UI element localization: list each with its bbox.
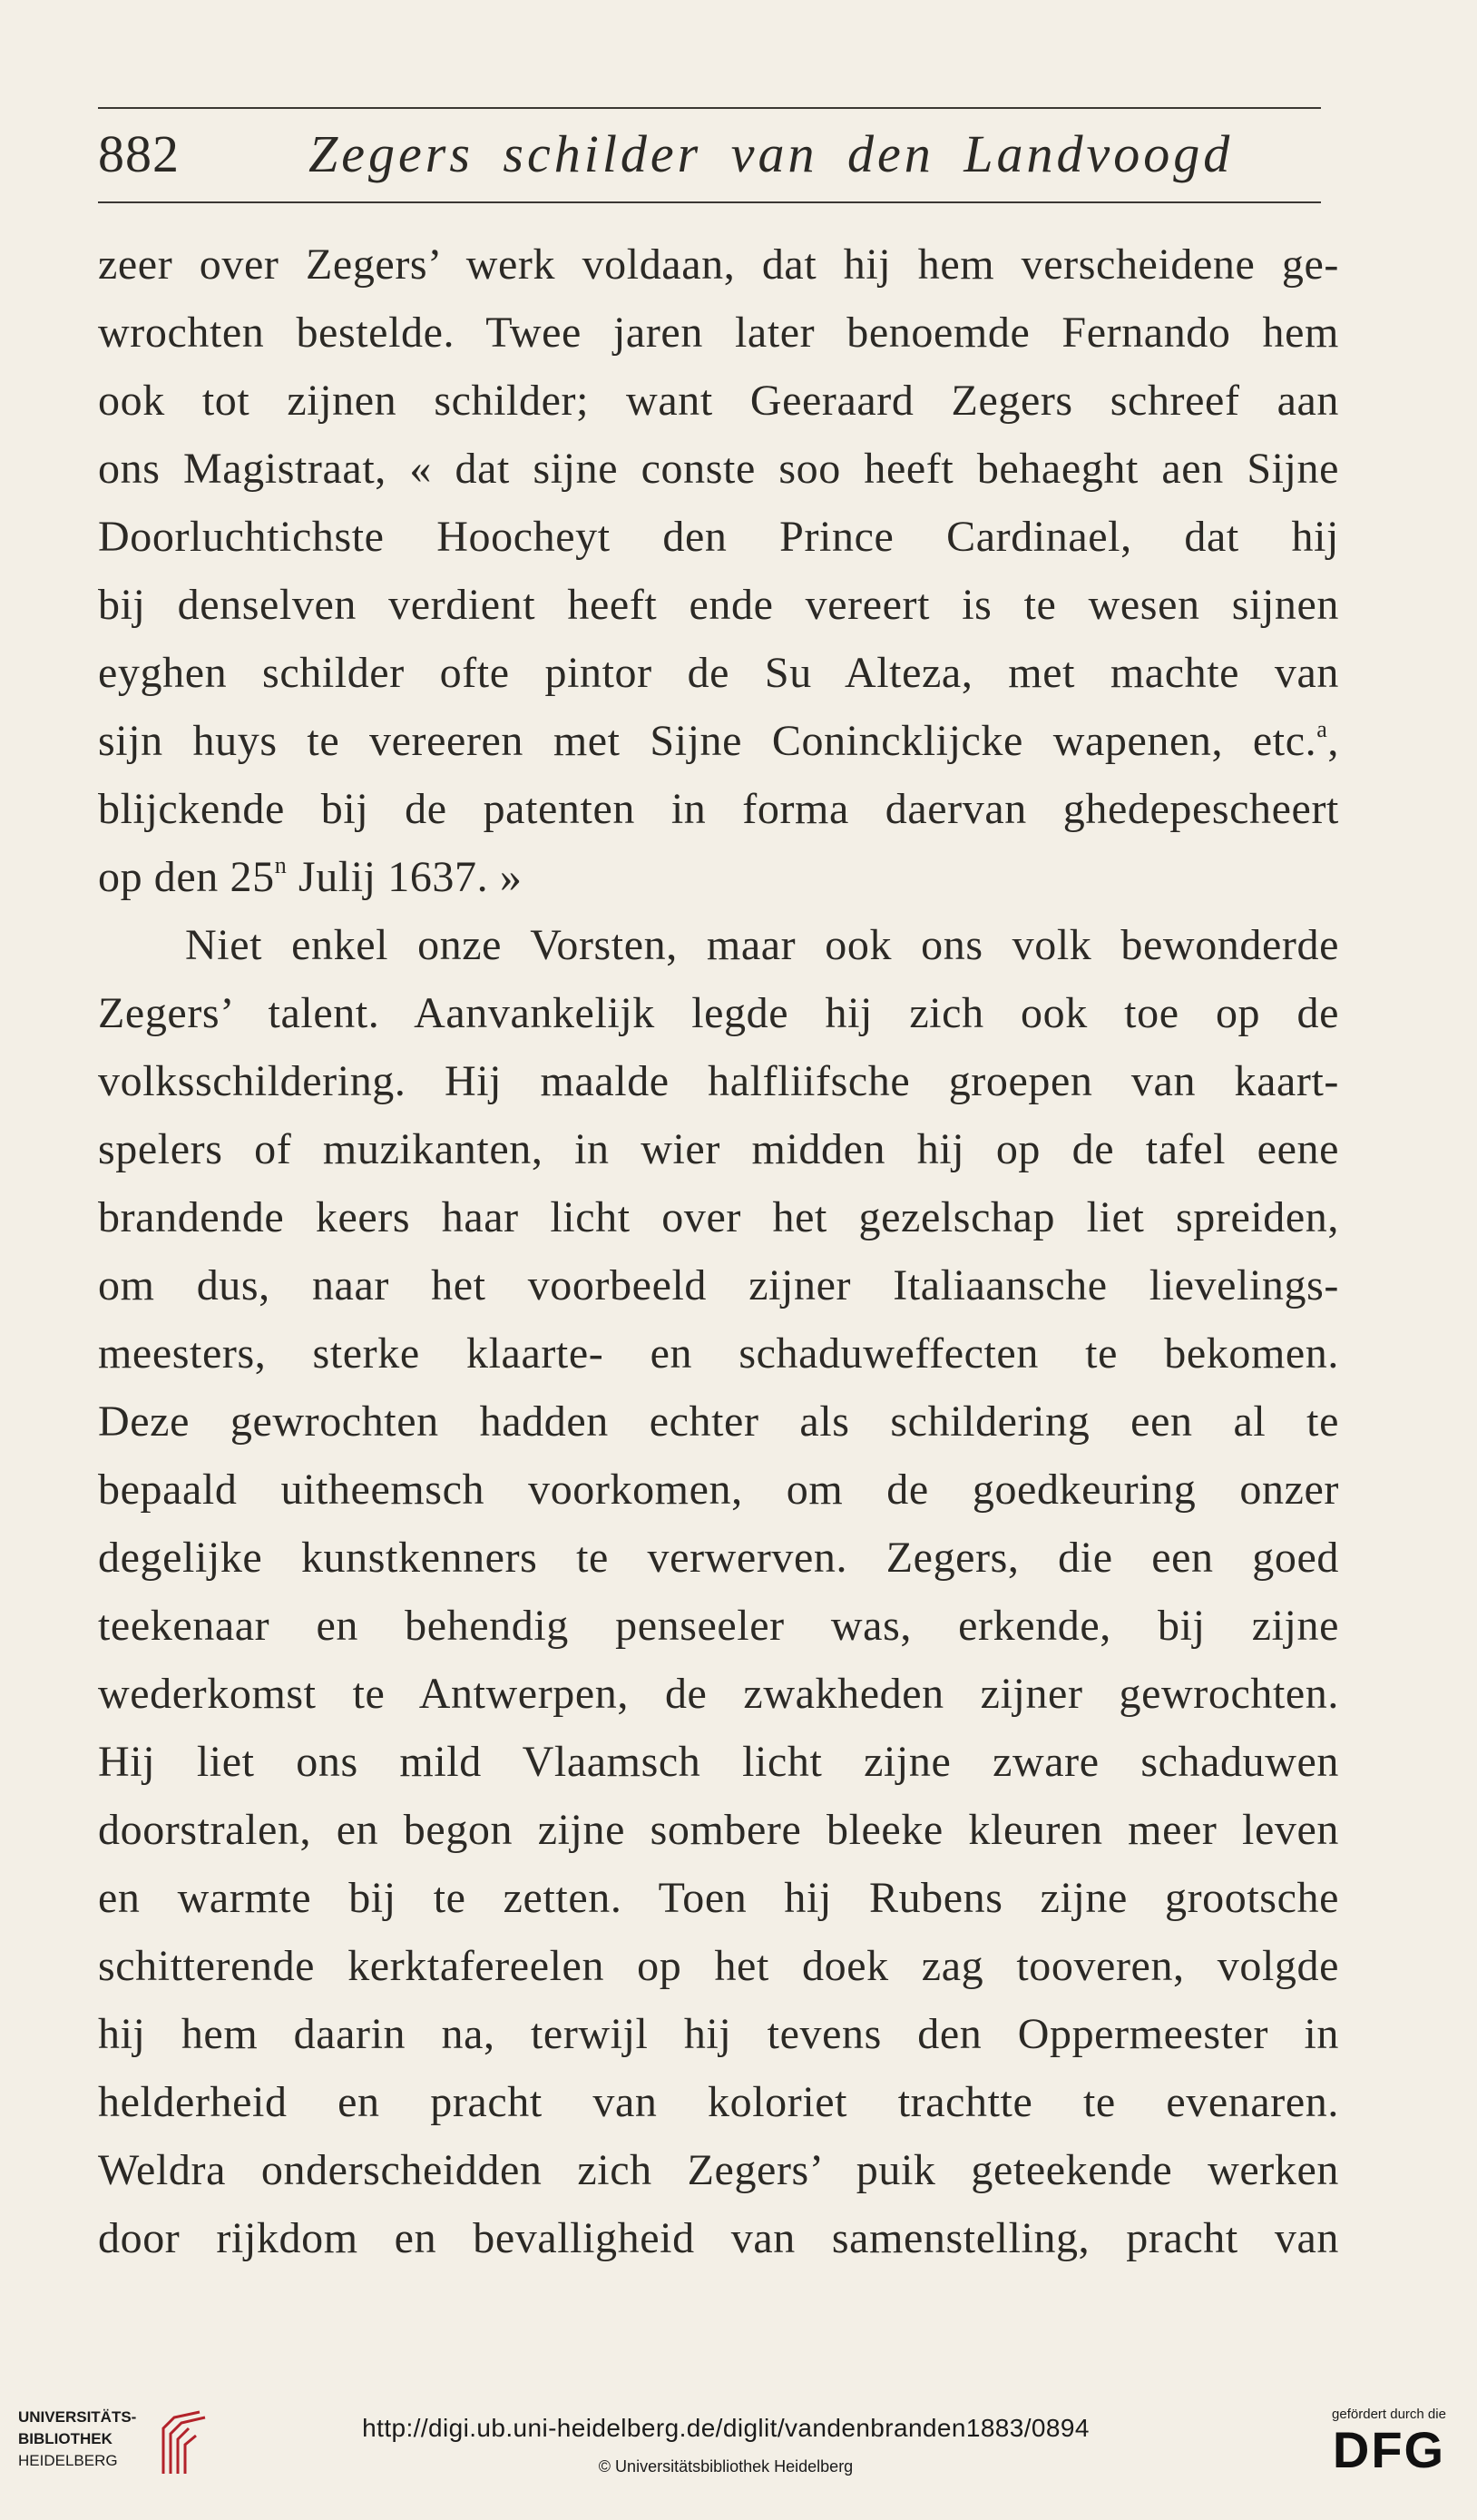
text-line: door rijkdom en bevalligheid van samenstelling, pracht van — [98, 2214, 1339, 2262]
library-name-line1: UNIVERSITÄTS- — [18, 2408, 137, 2426]
text-line: bij denselven verdient heeft ende vereert is te wesen sijnen — [98, 581, 1339, 629]
copyright-notice: © Universitätsbibliothek Heidelberg — [598, 2457, 854, 2476]
header-rule-bottom — [98, 201, 1321, 203]
text-line: wrochten bestelde. Twee jaren later benoemde Fernando hem — [98, 309, 1339, 357]
text-line: zeer over Zegers’ werk voldaan, dat hij hem verscheidene ge- — [98, 240, 1339, 289]
text-line: Weldra onderscheidden zich Zegers’ puik geteekende werken — [98, 2146, 1339, 2194]
text-line: degelijke kunstkenners te verwerven. Zegers, die een goed — [98, 1534, 1339, 1582]
text-line: bepaald uitheemsch voorkomen, om de goedkeuring onzer — [98, 1466, 1339, 1514]
running-title: Zegers schilder van den Landvoogd — [308, 124, 1234, 183]
text-line-main: sijn huys te vereeren met Sijne Conincklijcke wapenen, etc. — [98, 717, 1317, 765]
library-logo-text — [18, 2407, 136, 2472]
page-number: 882 — [98, 124, 180, 183]
text-line: ook tot zijnen schilder; want Geeraard Zegers schreef aan — [98, 377, 1339, 425]
text-line: eyghen schilder ofte pintor de Su Alteza, met machte van — [98, 649, 1339, 697]
text-line-tail: Julij 1637. » — [287, 853, 523, 901]
text-line: hij hem daarin na, terwijl hij tevens den Oppermeester in — [98, 2010, 1339, 2058]
text-line: en warmte bij te zetten. Toen hij Rubens zijne grootsche — [98, 1874, 1339, 1922]
superscript-a: a — [1316, 716, 1328, 742]
text-line: helderheid en pracht van koloriet trachtte te evenaren. — [98, 2078, 1339, 2126]
body-text — [98, 230, 1339, 2272]
funding-label: gefördert durch die — [1332, 2407, 1446, 2422]
permalink-url[interactable]: http://digi.ub.uni-heidelberg.de/diglit/vandenbranden1883/0894 — [362, 2414, 1090, 2442]
text-line-tail: , — [1327, 717, 1339, 765]
text-line: volksschildering. Hij maalde halfliifsche groepen van kaart- — [98, 1057, 1339, 1105]
text-line: doorstralen, en begon zijne sombere bleeke kleuren meer leven — [98, 1806, 1339, 1854]
text-line: Doorluchtichste Hoocheyt den Prince Cardinael, dat hij — [98, 513, 1339, 561]
funding-block — [1312, 2407, 1466, 2478]
text-line: schitterende kerktafereelen op het doek zag tooveren, volgde — [98, 1942, 1339, 1990]
text-line: om dus, naar het voorbeeld zijner Italiaansche lievelings- — [98, 1261, 1339, 1309]
text-line: spelers of muzikanten, in wier midden hij op de tafel eene — [98, 1125, 1339, 1173]
library-logo-icon — [154, 2408, 209, 2477]
text-line — [98, 843, 1339, 911]
text-line: brandende keers haar licht over het gezelschap liet spreiden, — [98, 1193, 1339, 1241]
text-line: Hij liet ons mild Vlaamsch licht zijne zware schaduwen — [98, 1738, 1339, 1786]
text-line: teekenaar en behendig penseeler was, erkende, bij zijne — [98, 1602, 1339, 1650]
superscript-n: n — [274, 852, 288, 878]
viewer-footer — [0, 2405, 1477, 2520]
text-line: Zegers’ talent. Aanvankelijk legde hij zich ook toe op de — [98, 989, 1339, 1037]
text-line: ons Magistraat, « dat sijne conste soo heeft behaeght aen Sijne — [98, 445, 1339, 493]
text-line: Deze gewrochten hadden echter als schildering een al te — [98, 1397, 1339, 1446]
library-name-line2: BIBLIOTHEK — [18, 2430, 112, 2447]
text-line-main: op den 25 — [98, 853, 275, 901]
library-name-line3: HEIDELBERG — [18, 2452, 118, 2469]
text-line: Niet enkel onze Vorsten, maar ook ons volk bewonderde — [185, 921, 1339, 969]
text-line: meesters, sterke klaarte- en schaduweffecten te bekomen. — [98, 1329, 1339, 1378]
text-line — [98, 707, 1339, 775]
page-header — [98, 118, 1321, 191]
text-line: wederkomst te Antwerpen, de zwakheden zijner gewrochten. — [98, 1670, 1339, 1718]
dfg-logo: DFG — [1332, 2421, 1446, 2478]
text-line: blijckende bij de patenten in forma daervan ghedepescheert — [98, 785, 1339, 833]
header-rule-top — [98, 107, 1321, 109]
